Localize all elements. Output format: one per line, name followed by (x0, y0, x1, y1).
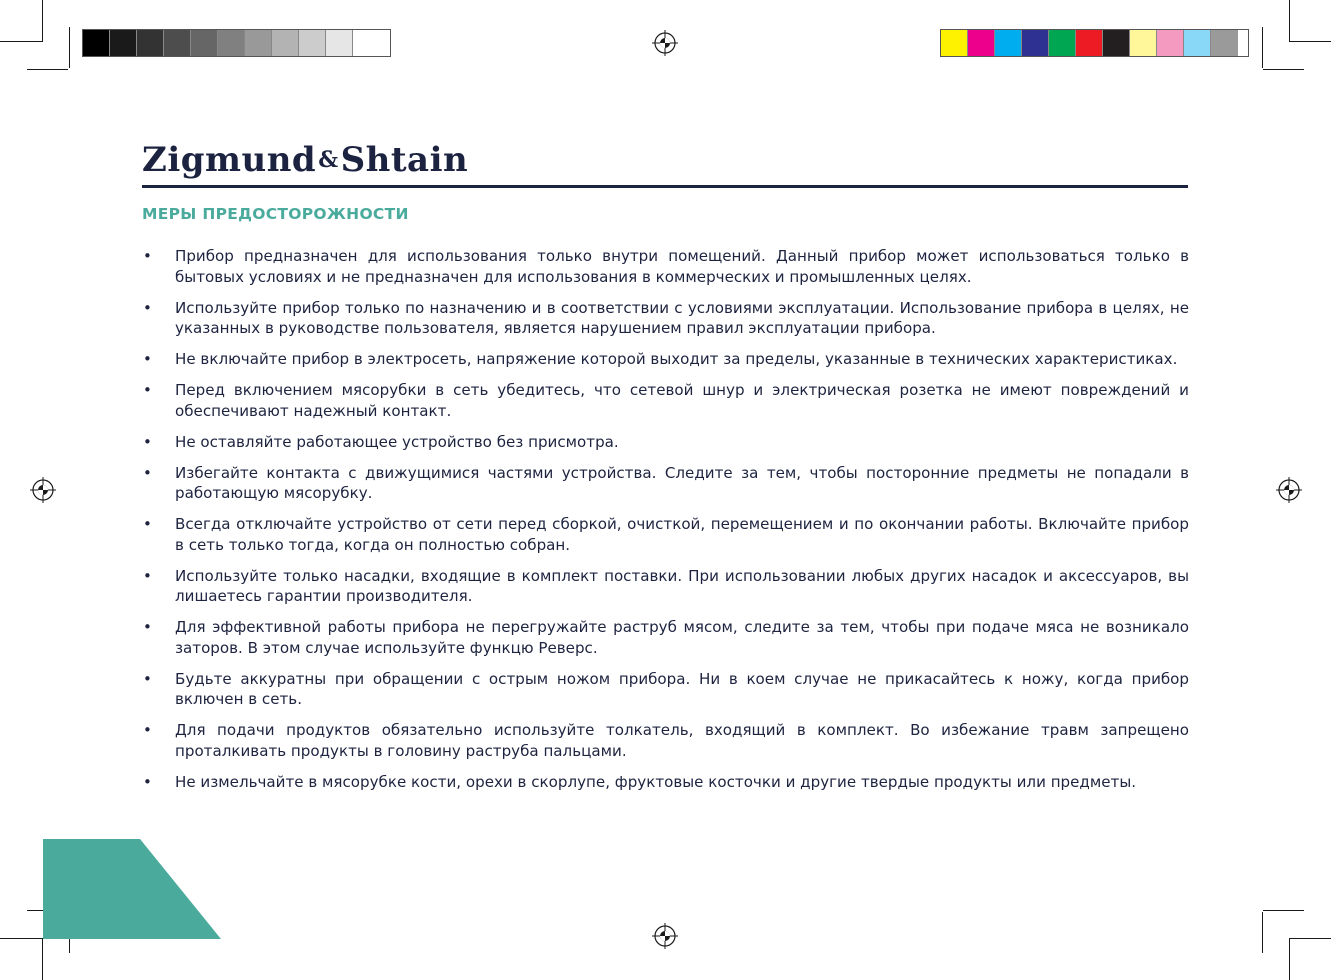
list-item (142, 566, 1189, 607)
gray-swatch (218, 30, 245, 56)
list-item (142, 617, 1189, 658)
bullet-icon: • (143, 298, 152, 317)
crop-mark (1290, 938, 1331, 939)
list-item-text: Не включайте прибор в электросеть, напряжение которой выходит за пределы, указанные в технических характеристиках. (175, 350, 1178, 368)
teal-corner-decoration (43, 839, 221, 939)
gray-swatch (110, 30, 137, 56)
list-item-text: Перед включением мясорубки в сеть убедитесь, что сетевой шнур и электрическая розетка не имеют повреждений и обеспечивают надежный контакт. (175, 381, 1189, 420)
color-swatch (941, 30, 968, 56)
list-item-text: Всегда отключайте устройство от сети перед сборкой, очисткой, перемещением и по окончании работы. Включайте прибор в сеть только тогда, когда он полностью собран. (175, 515, 1189, 554)
grayscale-color-bar (82, 29, 391, 57)
brand-ampersand: & (318, 147, 339, 173)
list-item-text: Для подачи продуктов обязательно используйте толкатель, входящий в комплект. Во избежание травм запрещено проталкивать продукты в головину раструба пальцами. (175, 721, 1189, 760)
bullet-icon: • (143, 669, 152, 688)
gray-swatch (245, 30, 272, 56)
crop-mark (1263, 910, 1304, 911)
list-item (142, 298, 1189, 339)
crop-mark (42, 938, 43, 980)
list-item (142, 432, 1189, 453)
gray-swatch (299, 30, 326, 56)
list-item-text: Используйте только насадки, входящие в комплект поставки. При использовании любых других насадок и аксессуаров, вы лишаетесь гарантии производителя. (175, 566, 1189, 605)
crop-mark (1263, 69, 1304, 70)
color-swatch (1211, 30, 1238, 56)
list-item (142, 380, 1189, 421)
color-swatch (1076, 30, 1103, 56)
list-item-text: Прибор предназначен для использования только внутри помещений. Данный прибор может использоваться только в бытовых условиях и не предназначен для использования в коммерческих и промышленных целях. (175, 247, 1189, 286)
brand-name-right: Shtain (340, 140, 469, 180)
crop-mark (1290, 41, 1331, 42)
registration-mark-icon (30, 477, 56, 503)
bullet-icon: • (143, 350, 152, 368)
precautions-list (142, 246, 1189, 803)
section-title: МЕРЫ ПРЕДОСТОРОЖНОСТИ (142, 205, 409, 223)
list-item (142, 349, 1189, 370)
gray-swatch (164, 30, 191, 56)
list-item-text: Будьте аккуратны при обращении с острым ножом прибора. Ни в коем случае не прикасайтесь к ножу, когда прибор включен в сеть. (175, 669, 1189, 708)
brand-logo (142, 140, 468, 180)
color-swatch (1022, 30, 1049, 56)
bullet-icon: • (143, 247, 152, 265)
bullet-icon: • (143, 381, 152, 399)
crop-mark (27, 69, 68, 70)
list-item-text: Избегайте контакта с движущимися частями устройства. Следите за тем, чтобы посторонние предметы не попадали в работающую мясорубку. (175, 463, 1189, 502)
bullet-icon: • (143, 515, 152, 533)
process-color-bar (940, 29, 1249, 57)
color-swatch (968, 30, 995, 56)
registration-mark-icon (652, 30, 678, 56)
gray-swatch (137, 30, 164, 56)
registration-mark-icon (1276, 477, 1302, 503)
list-item (142, 246, 1189, 287)
bullet-icon: • (143, 432, 152, 451)
color-swatch (1130, 30, 1157, 56)
crop-mark (0, 41, 42, 42)
bullet-icon: • (143, 772, 152, 791)
crop-mark (1262, 27, 1263, 68)
list-item (142, 463, 1189, 504)
bullet-icon: • (143, 721, 152, 739)
list-item (142, 514, 1189, 555)
crop-mark (0, 938, 42, 939)
crop-mark (42, 0, 43, 42)
list-item-text: Не измельчайте в мясорубке кости, орехи в скорлупе, фруктовые косточки и другие твердые продукты или предметы. (175, 772, 1137, 791)
gray-swatch (191, 30, 218, 56)
list-item-text: Используйте прибор только по назначению и в соответствии с условиями эксплуатации. Использование прибора в целях, не указанных в руководстве пользователя, является нарушением правил эксплуатации прибора. (175, 298, 1189, 337)
brand-name-left: Zigmund (142, 140, 317, 180)
color-swatch (995, 30, 1022, 56)
list-item (142, 772, 1189, 793)
crop-mark (1262, 912, 1263, 953)
crop-mark (1289, 938, 1290, 980)
list-item-text: Для эффективной работы прибора не перегружайте раструб мясом, следите за тем, чтобы при подаче мяса не возникало заторов. В этом случае используйте функцю Реверс. (175, 618, 1189, 657)
color-swatch (1184, 30, 1211, 56)
gray-swatch (326, 30, 353, 56)
color-swatch (1103, 30, 1130, 56)
gray-swatch (272, 30, 299, 56)
gray-swatch (83, 30, 110, 56)
gray-swatch (353, 30, 380, 56)
registration-mark-icon (652, 923, 678, 949)
list-item-text: Не оставляйте работающее устройство без присмотра. (175, 432, 619, 451)
crop-mark (1289, 0, 1290, 42)
bullet-icon: • (143, 463, 152, 482)
color-swatch (1157, 30, 1184, 56)
bullet-icon: • (143, 618, 152, 636)
list-item (142, 669, 1189, 710)
header-divider (142, 185, 1188, 188)
list-item (142, 720, 1189, 761)
color-swatch (1049, 30, 1076, 56)
crop-mark (69, 27, 70, 68)
bullet-icon: • (143, 566, 152, 585)
